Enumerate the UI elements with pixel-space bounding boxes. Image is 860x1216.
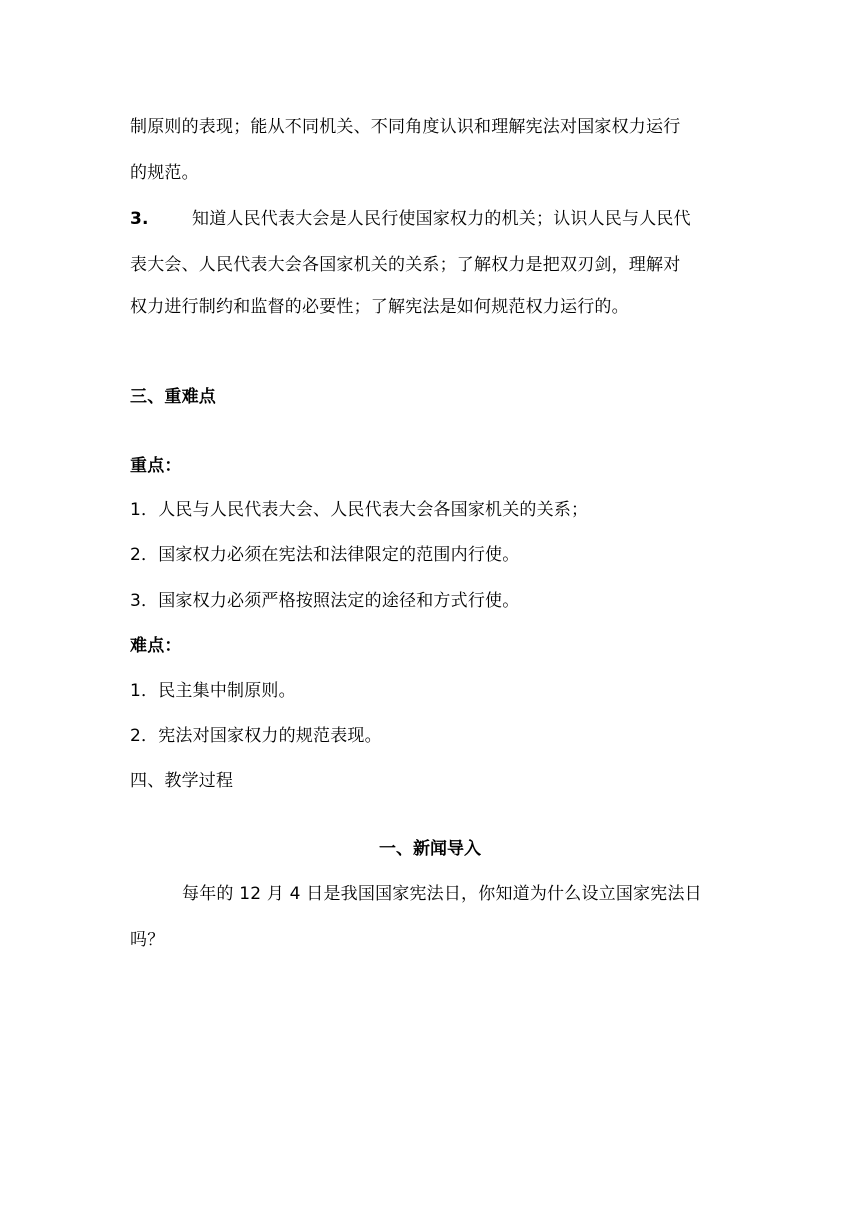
- key-point-2: 2．国家权力必须在宪法和法律限定的范围内行使。: [130, 545, 520, 565]
- section-4-heading: 四、教学过程: [130, 771, 234, 791]
- intro-paragraph-line-2: 吗？: [130, 930, 165, 950]
- objectives-cont-line-2: 的规范。: [130, 163, 199, 183]
- news-intro-heading: 一、新闻导入: [379, 839, 481, 859]
- key-point-3: 3．国家权力必须严格按照法定的途径和方式行使。: [130, 591, 520, 611]
- intro-paragraph-line-1: 每年的 12 月 4 日是我国国家宪法日，你知道为什么设立国家宪法日: [182, 884, 702, 904]
- difficult-points-label: 难点：: [130, 636, 182, 656]
- key-point-1: 1．人民与人民代表大会、人民代表大会各国家机关的关系；: [130, 500, 589, 520]
- difficult-point-2: 2．宪法对国家权力的规范表现。: [130, 726, 382, 746]
- key-points-label: 重点：: [130, 456, 182, 476]
- objective-3-line-1: [130, 207, 691, 231]
- difficult-point-1: 1．民主集中制原则。: [130, 681, 296, 701]
- objective-3-line-3: 权力进行制约和监督的必要性；了解宪法是如何规范权力运行的。: [130, 297, 629, 317]
- section-3-heading: 三、重难点: [130, 387, 216, 407]
- objective-3-text-1: 知道人民代表大会是人民行使国家权力的机关；认识人民与人民代: [192, 209, 691, 229]
- objective-3-line-2: 表大会、人民代表大会各国家机关的关系；了解权力是把双刃剑，理解对: [130, 255, 681, 275]
- objectives-cont-line-1: 制原则的表现；能从不同机关、不同角度认识和理解宪法对国家权力运行: [130, 117, 681, 137]
- objective-3-number: 3.: [130, 209, 149, 229]
